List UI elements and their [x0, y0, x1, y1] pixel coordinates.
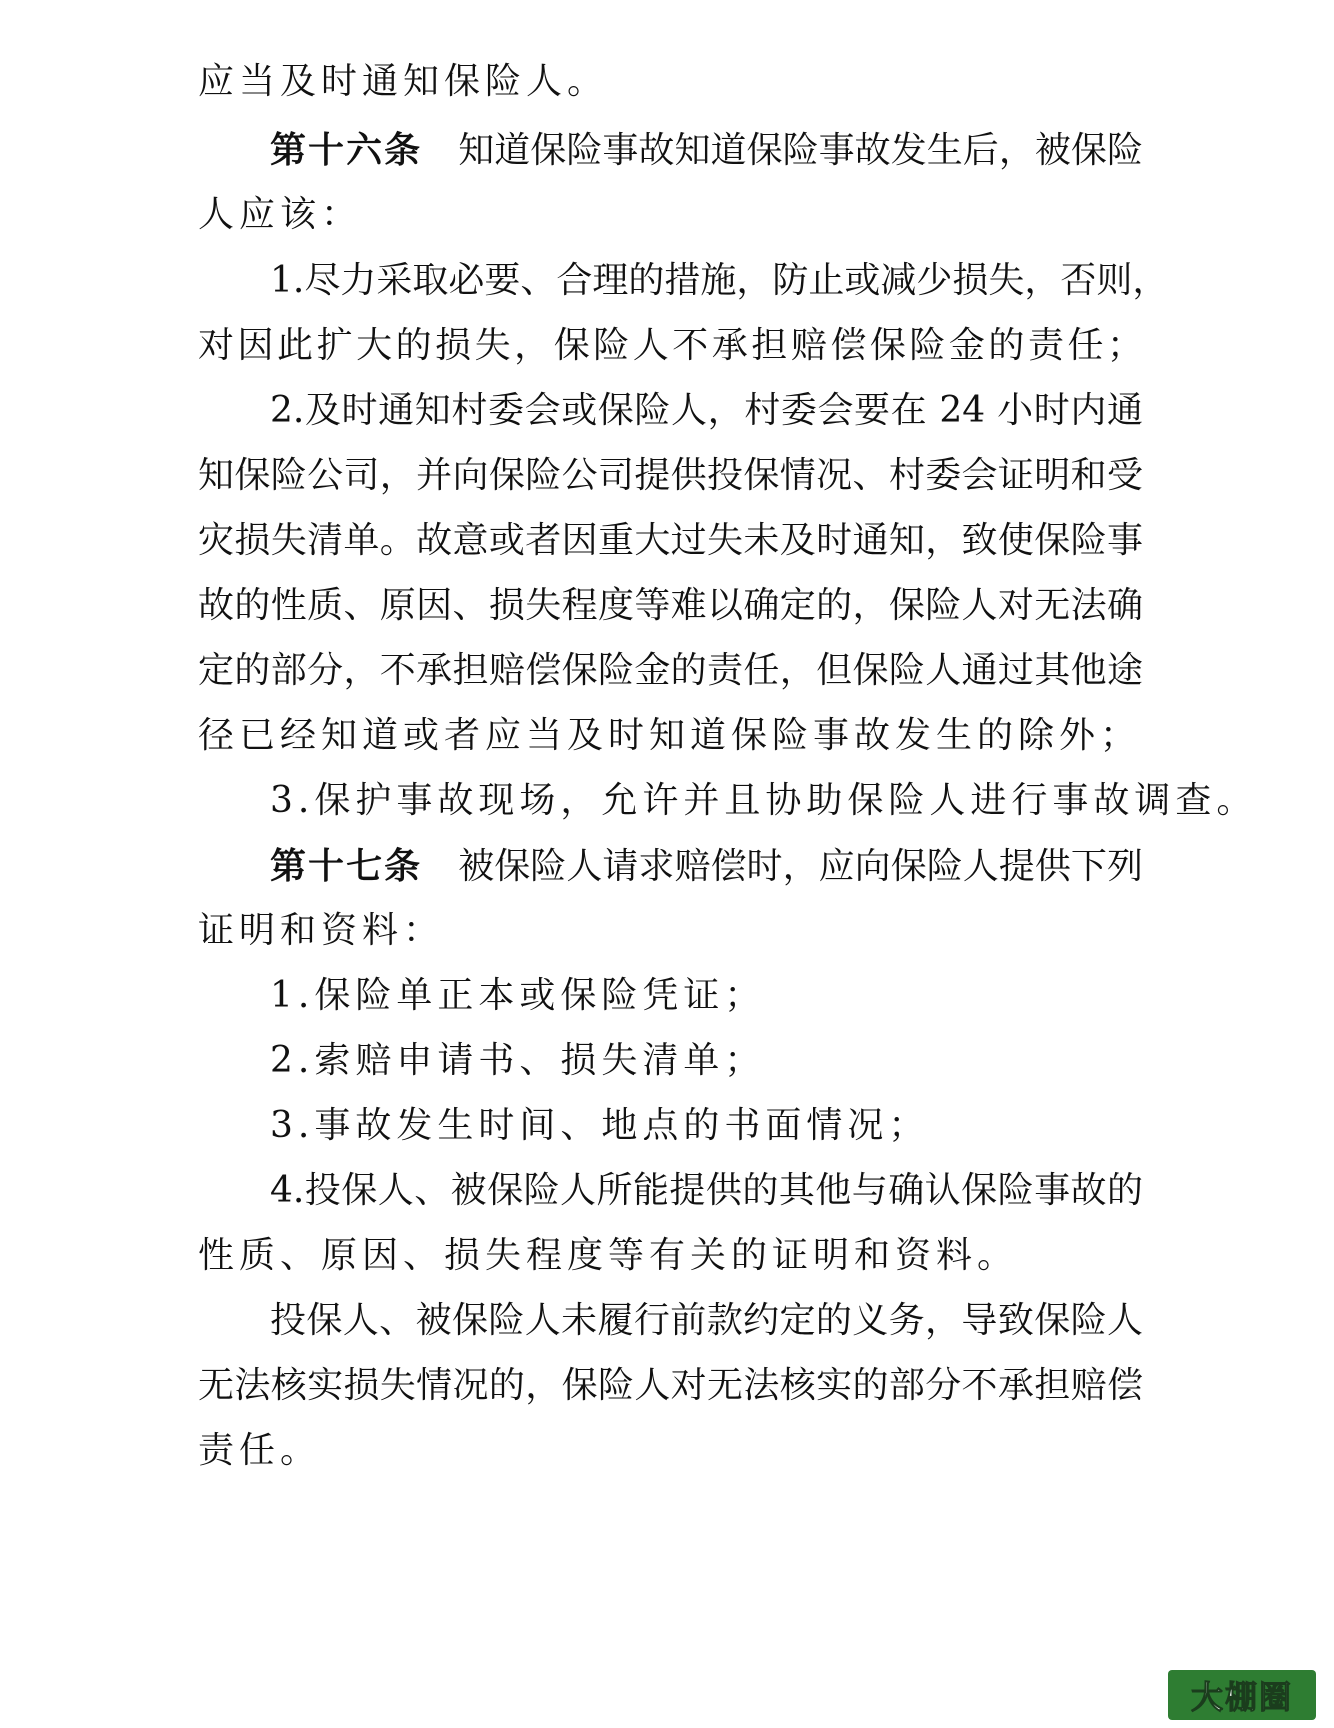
text-line: 责任。	[198, 1430, 322, 1471]
text-line: 知保险公司，并向保险公司提供投保情况、村委会证明和受	[198, 455, 1143, 496]
text-line: 应当及时通知保险人。	[198, 61, 609, 102]
article-16-label: 第十六条	[270, 129, 423, 171]
article-16-heading-line	[270, 128, 1143, 172]
list-item: 2.索赔申请书、损失清单；	[270, 1040, 766, 1081]
text-line: 证明和资料：	[198, 910, 445, 951]
text-line: 性质、原因、损失程度等有关的证明和资料。	[198, 1235, 1019, 1276]
text-line: 对因此扩大的损失，保险人不承担赔偿保险金的责任；	[198, 325, 1143, 366]
list-item: 2.及时通知村委会或保险人，村委会要在 24 小时内通	[270, 390, 1143, 431]
text-line: 径已经知道或者应当及时知道保险事故发生的除外；	[198, 715, 1142, 756]
text-line: 灾损失清单。故意或者因重大过失未及时通知，致使保险事	[198, 520, 1143, 561]
list-item: 3.事故发生时间、地点的书面情况；	[270, 1105, 930, 1146]
list-item: 1.尽力采取必要、合理的措施，防止或减少损失，否则，	[270, 260, 1169, 301]
list-item: 3.保护事故现场，允许并且协助保险人进行事故调查。	[270, 780, 1258, 821]
text-line: 定的部分，不承担赔偿保险金的责任，但保险人通过其他途	[198, 650, 1143, 691]
watermark-logo	[1168, 1670, 1316, 1720]
text-line: 人应该：	[198, 194, 363, 235]
text-line: 无法核实损失情况的，保险人对无法核实的部分不承担赔偿	[198, 1365, 1143, 1406]
list-item: 4.投保人、被保险人所能提供的其他与确认保险事故的	[270, 1170, 1143, 1211]
text-line: 投保人、被保险人未履行前款约定的义务，导致保险人	[270, 1300, 1143, 1341]
text-line: 知道保险事故知道保险事故发生后，被保险	[458, 130, 1143, 171]
list-item: 1.保险单正本或保险凭证；	[270, 975, 766, 1016]
text-line: 故的性质、原因、损失程度等难以确定的，保险人对无法确	[198, 585, 1143, 626]
text-line: 被保险人请求赔偿时，应向保险人提供下列	[458, 846, 1143, 887]
article-17-label: 第十七条	[270, 845, 423, 887]
watermark-text: 大棚圈	[1190, 1678, 1293, 1716]
article-17-heading-line	[270, 844, 1143, 888]
